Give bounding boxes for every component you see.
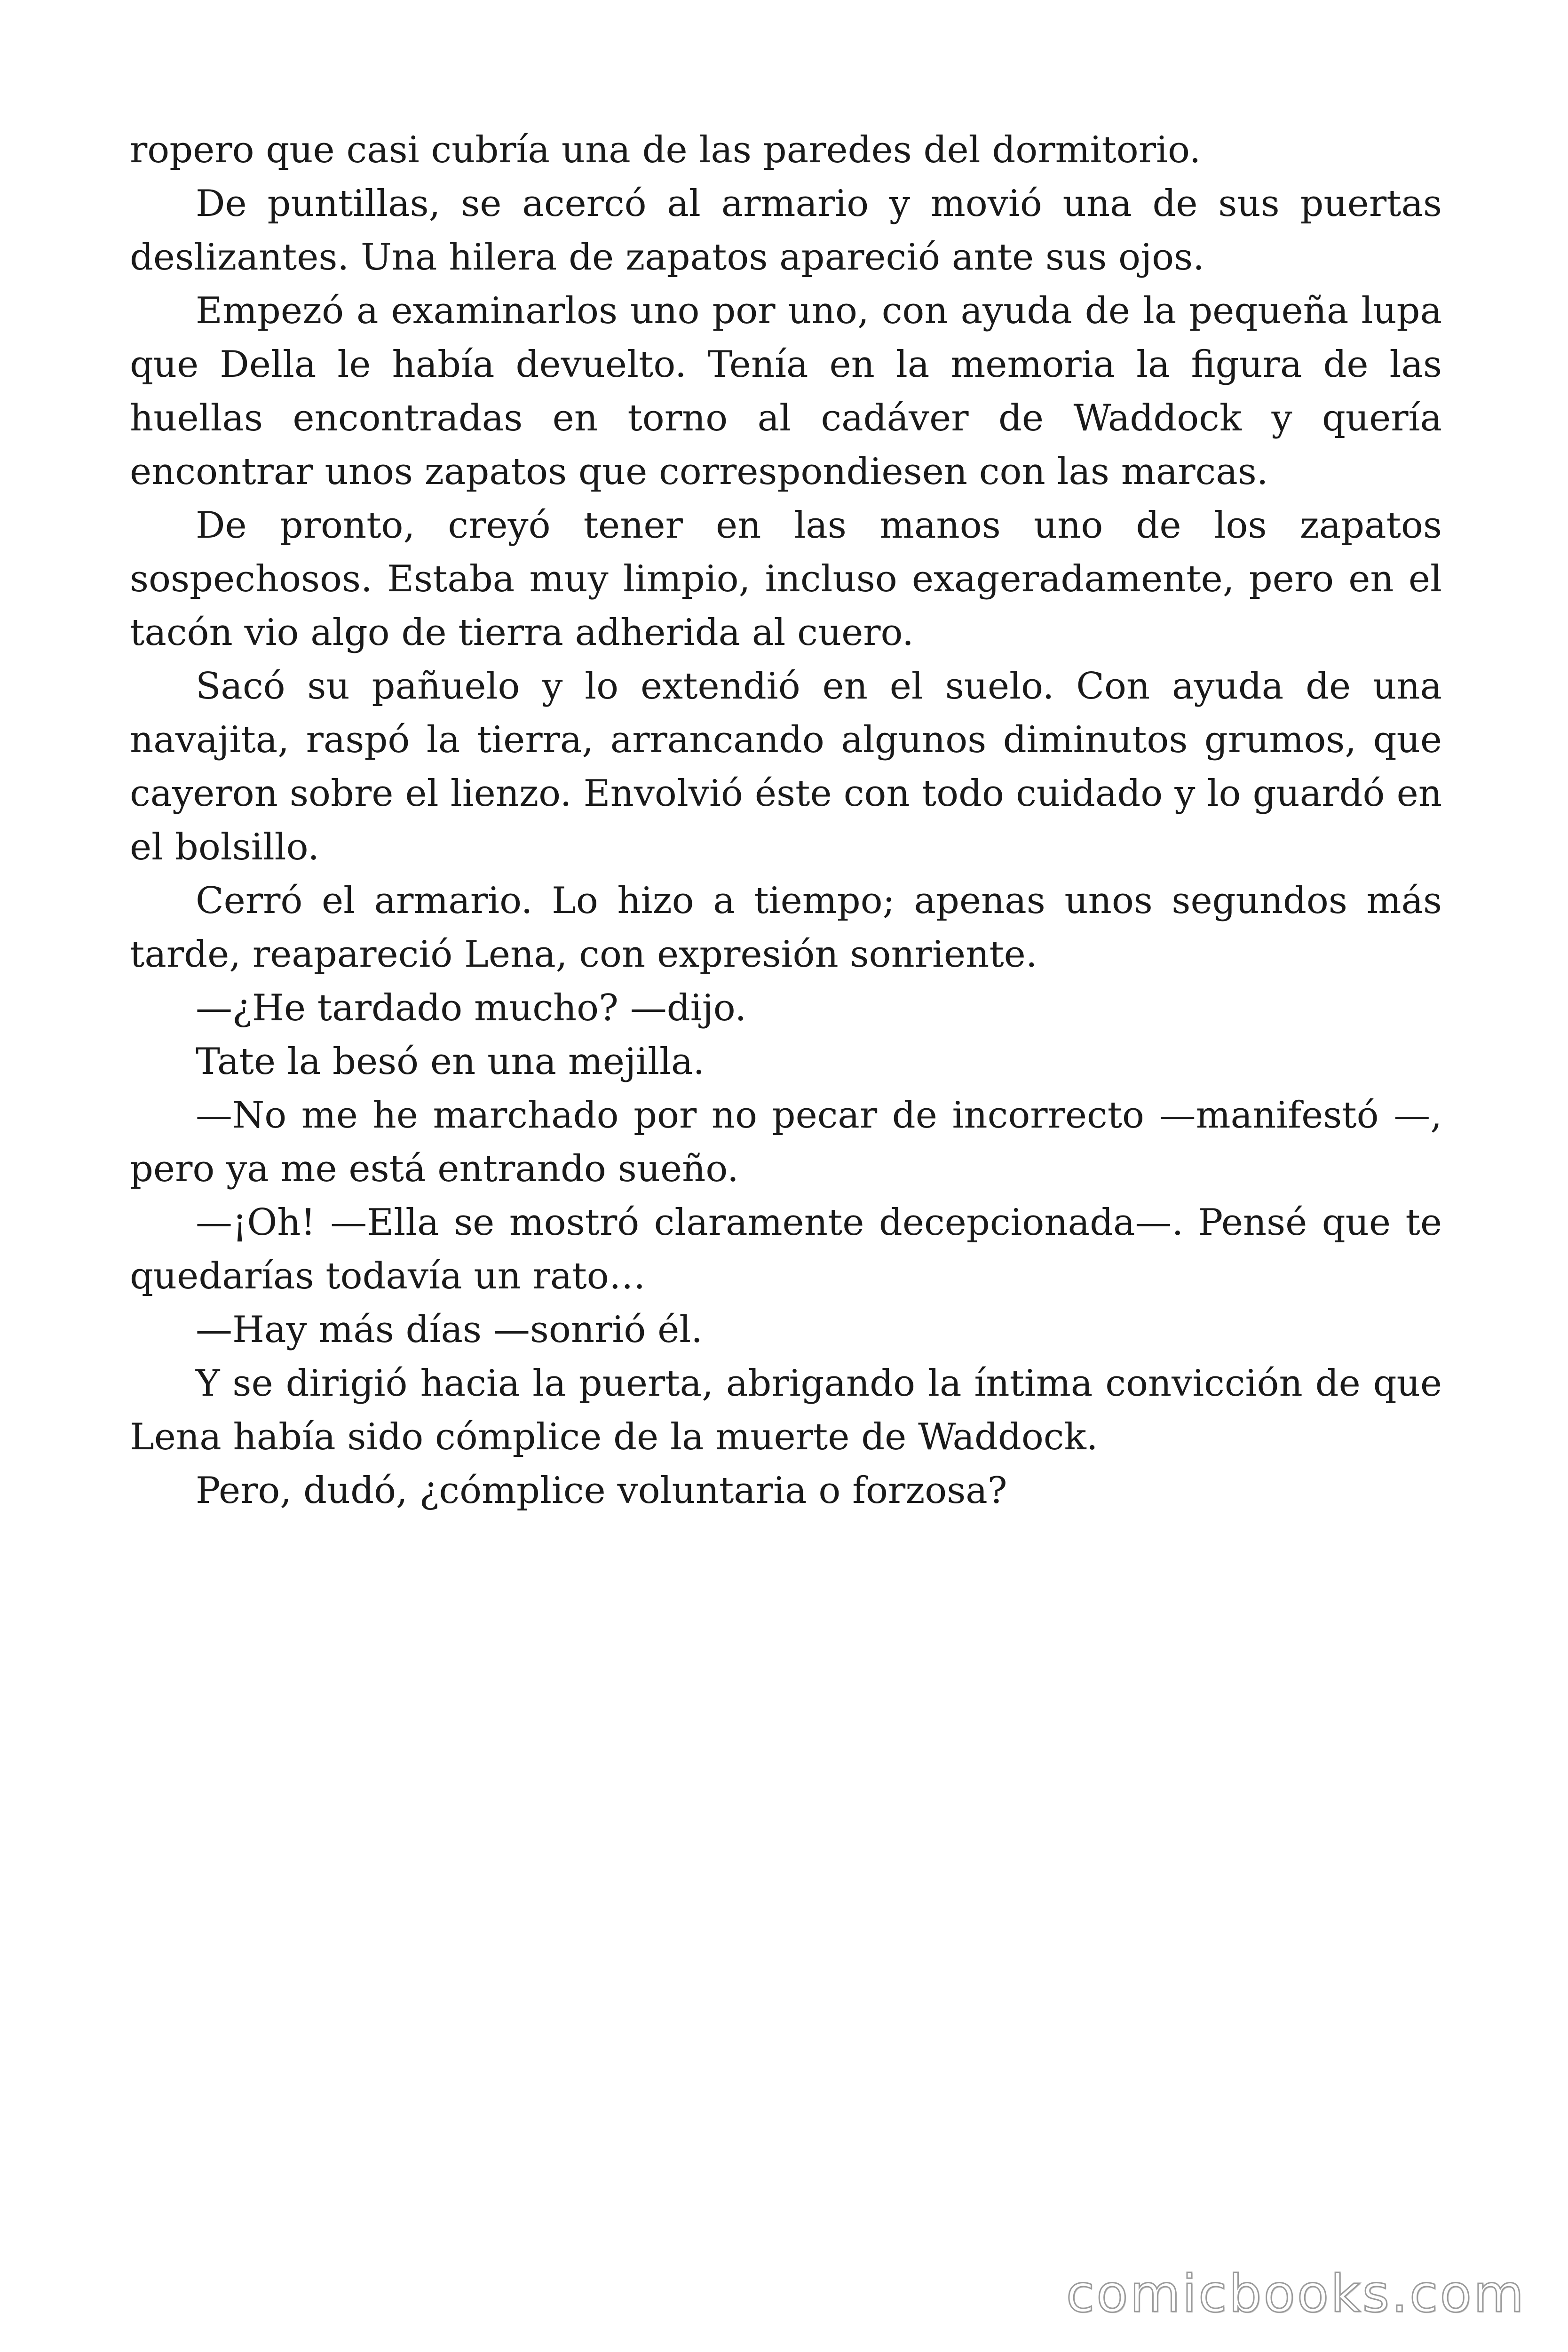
paragraph: Sacó su pañuelo y lo extendió en el suelo. Con ayuda de una navajita, raspó la tierra, arrancando algunos diminutos grumos, que cayeron sobre el lienzo. Envolvió éste con todo cuidado y lo guardó en el bolsillo. (130, 665, 1442, 868)
paragraph: —Hay más días —sonrió él. (196, 1309, 703, 1351)
paragraph: ropero que casi cubría una de las paredes del dormitorio. (130, 129, 1201, 171)
paragraph: Cerró el armario. Lo hizo a tiempo; apenas unos segundos más tarde, reapareció Lena, con expresión sonriente. (130, 880, 1442, 976)
paragraph: Y se dirigió hacia la puerta, abrigando la íntima convicción de que Lena había sido cómplice de la muerte de Waddock. (130, 1362, 1442, 1458)
body-text (130, 123, 1442, 1518)
paragraph: —¿He tardado mucho? —dijo. (196, 987, 747, 1029)
paragraph: —No me he marchado por no pecar de incorrecto —manifestó —, pero ya me está entrando sueño. (130, 1094, 1442, 1190)
paragraph: —¡Oh! —Ella se mostró claramente decepcionada—. Pensé que te quedarías todavía un rato… (130, 1201, 1442, 1297)
paragraph: De puntillas, se acercó al armario y movió una de sus puertas deslizantes. Una hilera de zapatos apareció ante sus ojos. (130, 183, 1442, 278)
watermark: comicbooks.com (1066, 2264, 1526, 2324)
paragraph: Tate la besó en una mejilla. (196, 1041, 705, 1083)
paragraph: De pronto, creyó tener en las manos uno de los zapatos sospechosos. Estaba muy limpio, incluso exageradamente, pero en el tacón vio algo de tierra adherida al cuero. (130, 504, 1442, 654)
paragraph: Empezó a examinarlos uno por uno, con ayuda de la pequeña lupa que Della le había devuelto. Tenía en la memoria la figura de las huellas encontradas en torno al cadáver de Waddock y quería encontrar unos zapatos que correspondiesen con las marcas. (130, 290, 1442, 493)
paragraph: Pero, dudó, ¿cómplice voluntaria o forzosa? (196, 1470, 1007, 1512)
